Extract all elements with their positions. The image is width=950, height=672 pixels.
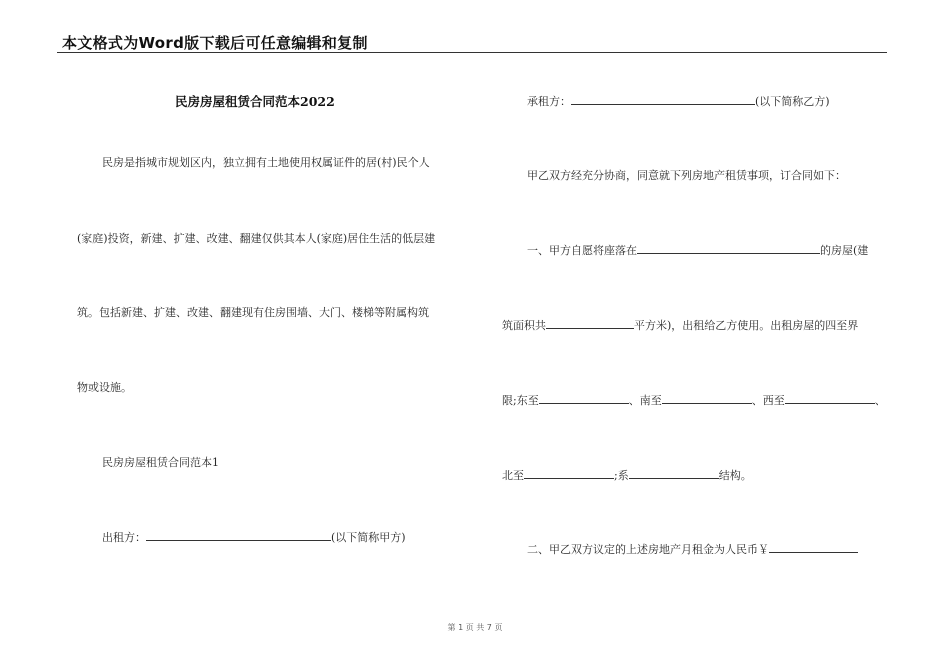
clause-1-line-3 xyxy=(502,393,886,407)
clause-1-line-4 xyxy=(502,468,752,482)
rent-amount-blank[interactable] xyxy=(769,542,858,553)
lessee-suffix: (以下简称乙方) xyxy=(755,95,830,108)
clause-2-text: 二、甲乙双方议定的上述房地产月租金为人民币￥ xyxy=(527,543,769,556)
intro-line-2: (家庭)投资，新建、扩建、改建、翻建仅供其本人(家庭)居住生活的低层建 xyxy=(77,232,436,245)
south-boundary-blank[interactable] xyxy=(662,393,752,404)
west-boundary-blank[interactable] xyxy=(785,393,875,404)
lessee-line xyxy=(527,94,830,108)
clause-2-line xyxy=(527,542,858,556)
clause-1-text: 一、甲方自愿将座落在 xyxy=(527,244,637,257)
clause-1-text: 、南至 xyxy=(628,394,662,407)
clause-1-text: 、 xyxy=(874,394,886,407)
lessee-label: 承租方： xyxy=(527,95,571,108)
lessor-suffix: (以下简称甲方) xyxy=(331,531,406,544)
clause-1-text: 北至 xyxy=(502,469,524,482)
lessor-name-blank[interactable] xyxy=(146,530,331,541)
structure-blank[interactable] xyxy=(629,468,719,479)
north-boundary-blank[interactable] xyxy=(524,468,614,479)
clause-1-text: 、西至 xyxy=(751,394,785,407)
lessor-label: 出租方： xyxy=(102,531,146,544)
page-footer: 第 1 页 共 7 页 xyxy=(447,623,503,632)
clause-1-text: ;系 xyxy=(614,469,629,482)
clause-1-line-1 xyxy=(527,243,868,257)
clause-1-text: 筑面积共 xyxy=(502,319,546,332)
document-title: 民房房屋租赁合同范本2022 xyxy=(175,94,335,109)
lessee-name-blank[interactable] xyxy=(571,94,755,105)
clause-1-line-2 xyxy=(502,318,858,332)
agreement-line: 甲乙双方经充分协商，同意就下列房地产租赁事项，订合同如下： xyxy=(527,169,846,182)
clause-1-text: 结构。 xyxy=(718,469,752,482)
document-header-title: 本文格式为Word版下载后可任意编辑和复制 xyxy=(62,34,368,52)
sample-heading: 民房房屋租赁合同范本1 xyxy=(102,456,219,469)
intro-line-1: 民房是指城市规划区内，独立拥有土地使用权属证件的居(村)民个人 xyxy=(102,156,430,169)
intro-line-4: 物或设施。 xyxy=(77,381,132,394)
clause-1-text: 限;东至 xyxy=(502,394,539,407)
intro-line-3: 筑。包括新建、扩建、改建、翻建现有住房围墙、大门、楼梯等附属构筑 xyxy=(77,306,429,319)
clause-1-text: 平方米)，出租给乙方使用。出租房屋的四至界 xyxy=(634,319,859,332)
header-rule xyxy=(57,52,887,53)
area-blank[interactable] xyxy=(546,318,634,329)
lessor-line xyxy=(102,530,406,544)
clause-1-text: 的房屋(建 xyxy=(820,244,869,257)
location-blank[interactable] xyxy=(637,243,820,254)
east-boundary-blank[interactable] xyxy=(539,393,629,404)
